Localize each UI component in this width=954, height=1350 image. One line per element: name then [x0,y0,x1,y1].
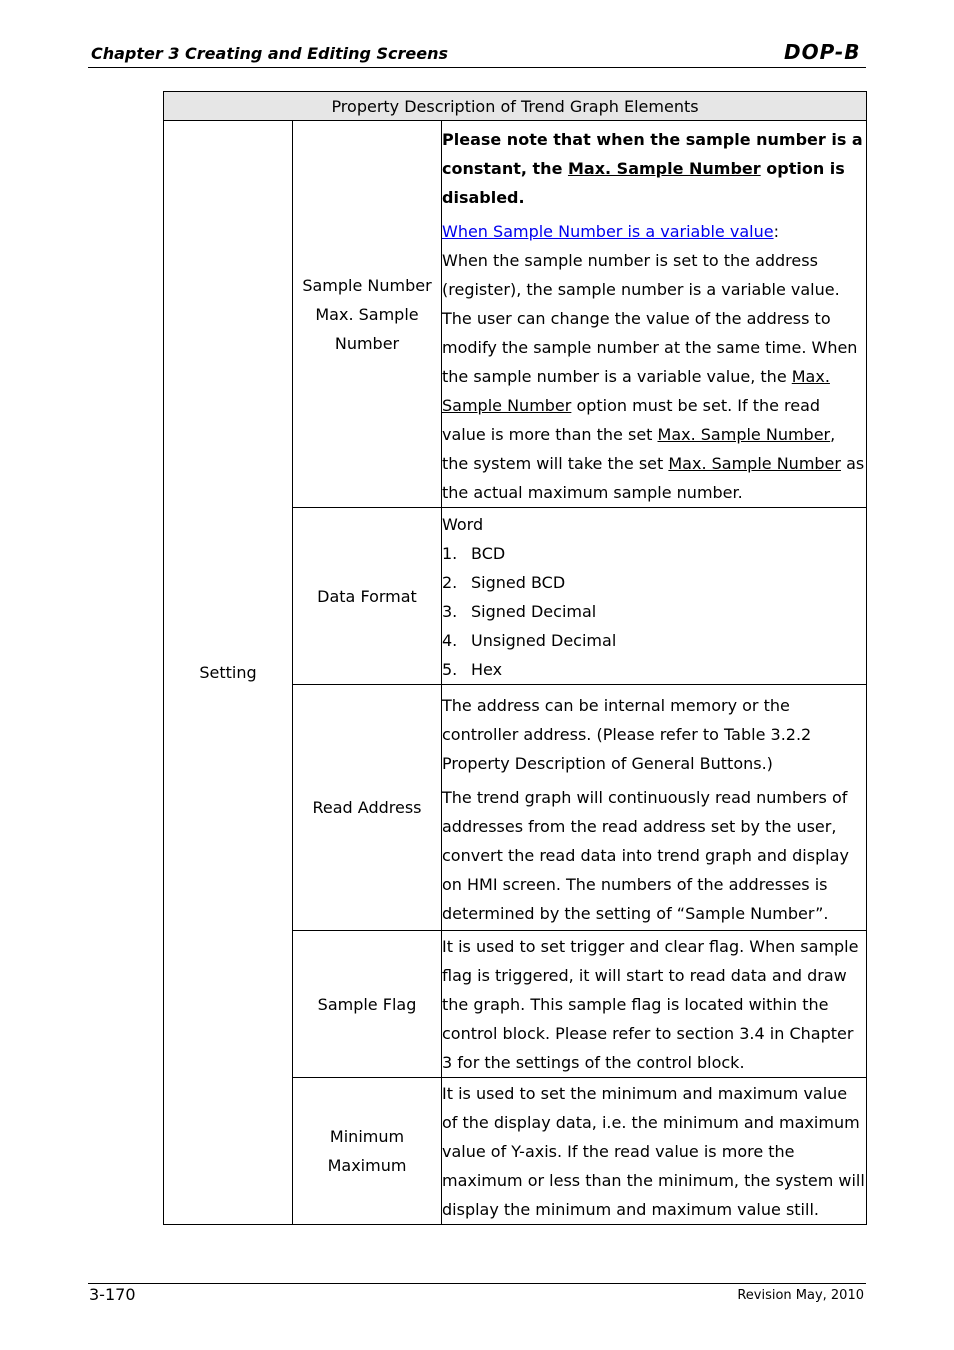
constant-note [442,125,866,212]
property-name-data-format: Data Format [293,508,442,685]
list-label: Signed Decimal [471,602,597,621]
data-type: Word [442,515,484,534]
list-item [442,655,866,684]
list-num: 5. [442,660,458,679]
list-num: 2. [442,573,458,592]
property-name-sample-number [293,121,442,508]
desc-text: as the actual maximum sample number. [442,454,865,502]
desc-text: When the sample number is set to the address (register), the sample number is a variable value. The user can change the value of the address to modify the sample number at the same time. When the sample number is a variable value, the [442,251,858,386]
max-sample-number-ref: Max. Sample Number [657,425,831,444]
property-table [163,91,867,1225]
property-desc-sample-number [442,121,867,508]
list-num: 4. [442,631,458,650]
note-text: option is disabled. [442,159,845,207]
colon: : [773,222,779,241]
table-title: Property Description of Trend Graph Elements [164,92,867,121]
page-number: 3-170 [89,1285,136,1304]
chapter-title: Chapter 3 Creating and Editing Screens [91,44,449,63]
property-desc-sample-flag: It is used to set trigger and clear flag. When sample flag is triggered, it will start to read data and draw the graph. This sample flag is located within the control block. Please refer to section 3.4 in Chapter 3 for the settings of the control block. [442,931,867,1078]
list-item [442,597,866,626]
property-name-sample-flag: Sample Flag [293,931,442,1078]
property-desc-read-address [442,685,867,931]
category-setting: Setting [164,121,293,1225]
list-label: Signed BCD [471,573,566,592]
name-line: Minimum [329,1127,405,1146]
property-desc-min-max: It is used to set the minimum and maximum value of the display data, i.e. the minimum and maximum value of Y-axis. If the read value is more the maximum or less than the minimum, the system will display the minimum and maximum value still. [442,1078,867,1225]
name-line: Maximum [327,1156,407,1175]
list-item [442,626,866,655]
max-sample-number-ref: Max. Sample Number [442,367,830,415]
property-name-min-max [293,1078,442,1225]
revision-date: Revision May, 2010 [737,1288,864,1303]
list-label: Hex [471,660,503,679]
note-text: Please note that when the sample number is a constant, the [442,130,863,178]
list-item [442,568,866,597]
max-sample-number-ref: Max. Sample Number [668,454,841,473]
desc-text: , the system will take the set [442,425,836,473]
footer-divider [88,1283,866,1284]
desc-paragraph: The trend graph will continuously read numbers of addresses from the read address set by the user, convert the read data into trend graph and display on HMI screen. The numbers of the addresses is determined by the setting of “Sample Number”. [442,788,849,923]
variable-section [442,217,866,246]
list-label: Unsigned Decimal [471,631,617,650]
variable-value-link[interactable]: When Sample Number is a variable value [442,222,774,241]
list-num: 3. [442,602,458,621]
desc-paragraph: The address can be internal memory or the controller address. (Please refer to Table 3.2.2 Property Description of General Buttons.) [442,696,812,773]
max-sample-number-ref: Max. Sample Number [567,159,761,178]
variable-description [442,246,866,507]
list-item [442,539,866,568]
property-desc-data-format [442,508,867,685]
list-num: 1. [442,544,458,563]
desc-text: option must be set. If the read value is more than the set [442,396,821,444]
list-label: BCD [471,544,506,563]
name-line: Number [334,333,400,353]
brand-logo: DOP-B [784,40,861,64]
name-line: Sample Number [302,275,432,295]
header-divider [88,67,866,68]
name-line: Max. Sample [315,304,419,324]
property-name-read-address: Read Address [293,685,442,931]
